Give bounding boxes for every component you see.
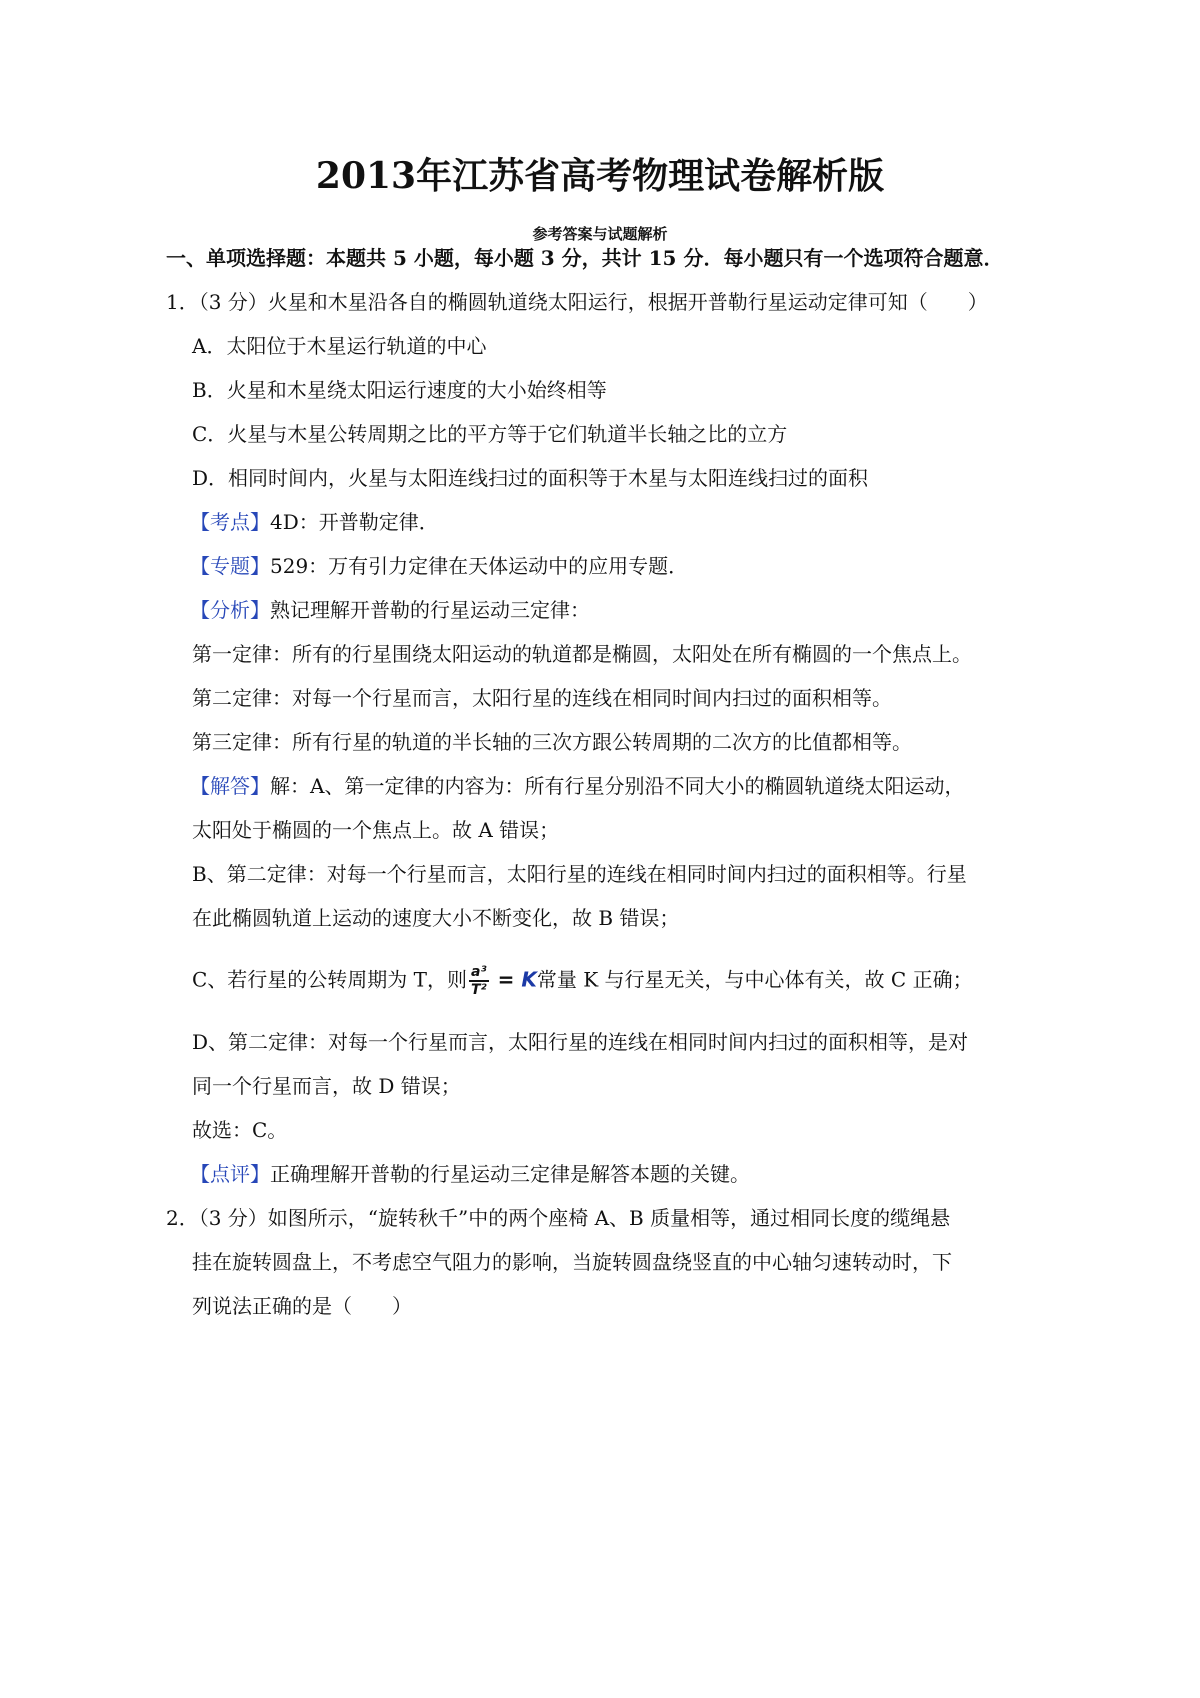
jieda-b-line2: 在此椭圆轨道上运动的速度大小不断变化，故 B 错误；: [192, 906, 680, 930]
kaodian-text: 4D：开普勒定律．: [270, 510, 439, 534]
document-subtitle: 参考答案与试题解析: [532, 225, 668, 243]
formula-k: K: [521, 967, 537, 992]
question-1-option-b: B．火星和木星绕太阳运行速度的大小始终相等: [192, 378, 607, 402]
dianping-row: [190, 1160, 750, 1188]
section-heading: 一、单项选择题：本题共 5 小题，每小题 3 分，共计 15 分．每小题只有一个选项符合题意．: [166, 246, 1004, 270]
fenxi-text: 熟记理解开普勒的行星运动三定律：: [270, 598, 590, 622]
zhuanti-tag: 【专题】: [190, 554, 270, 578]
formula-numerator: a³: [469, 964, 489, 982]
jieda-c-post: 常量 K 与行星无关，与中心体有关，故 C 正确；: [536, 967, 973, 992]
question-2-stem-line2: 挂在旋转圆盘上，不考虑空气阻力的影响，当旋转圆盘绕竖直的中心轴匀速转动时，下: [192, 1250, 952, 1274]
jieda-a-line2: 太阳处于椭圆的一个焦点上。故 A 错误；: [192, 818, 560, 842]
jieda-d-line2: 同一个行星而言，故 D 错误；: [192, 1074, 461, 1098]
jieda-row: [190, 772, 964, 800]
jieda-c-pre: C、若行星的公转周期为 T，则: [192, 967, 467, 992]
formula-equals-k: [491, 968, 537, 992]
dianping-text: 正确理解开普勒的行星运动三定律是解答本题的关键。: [270, 1162, 750, 1186]
jieda-tag: 【解答】: [190, 774, 270, 798]
zhuanti-text: 529：万有引力定律在天体运动中的应用专题．: [270, 554, 689, 578]
question-1-stem: 1．（3 分）火星和木星沿各自的椭圆轨道绕太阳运行，根据开普勒行星运动定律可知（ ）: [166, 290, 988, 314]
kaodian-tag: 【考点】: [190, 510, 270, 534]
law-first: 第一定律：所有的行星围绕太阳运动的轨道都是椭圆，太阳处在所有椭圆的一个焦点上。: [192, 642, 972, 666]
question-2-stem-line3: 列说法正确的是（ ）: [192, 1294, 412, 1318]
formula-equals: =: [497, 967, 515, 992]
jieda-a-line1: 解：A、第一定律的内容为：所有行星分别沿不同大小的椭圆轨道绕太阳运动，: [270, 774, 965, 798]
jieda-d-line1: D、第二定律：对每一个行星而言，太阳行星的连线在相同时间内扫过的面积相等，是对: [192, 1030, 969, 1054]
formula-denominator: T²: [471, 982, 487, 998]
kaodian-row: [190, 508, 439, 536]
fenxi-row: [190, 596, 590, 624]
document-title: 2013年江苏省高考物理试卷解析版: [315, 155, 885, 197]
answer-line: 故选：C。: [192, 1118, 288, 1142]
dianping-tag: 【点评】: [190, 1162, 270, 1186]
law-second: 第二定律：对每一个行星而言，太阳行星的连线在相同时间内扫过的面积相等。: [192, 686, 892, 710]
zhuanti-row: [190, 552, 688, 580]
question-2-stem-line1: 2．（3 分）如图所示，“旋转秋千”中的两个座椅 A、B 质量相等，通过相同长度的缆绳悬: [166, 1206, 951, 1230]
fenxi-tag: 【分析】: [190, 598, 270, 622]
question-1-option-c: C．火星与木星公转周期之比的平方等于它们轨道半长轴之比的立方: [192, 422, 788, 446]
jieda-b-line1: B、第二定律：对每一个行星而言，太阳行星的连线在相同时间内扫过的面积相等。行星: [192, 862, 967, 886]
kepler-formula-fraction: [469, 964, 489, 998]
question-1-option-a: A．太阳位于木星运行轨道的中心: [192, 334, 487, 358]
jieda-c-line: [192, 964, 973, 998]
question-1-option-d: D．相同时间内，火星与太阳连线扫过的面积等于木星与太阳连线扫过的面积: [192, 466, 869, 490]
law-third: 第三定律：所有行星的轨道的半长轴的三次方跟公转周期的二次方的比值都相等。: [192, 730, 912, 754]
